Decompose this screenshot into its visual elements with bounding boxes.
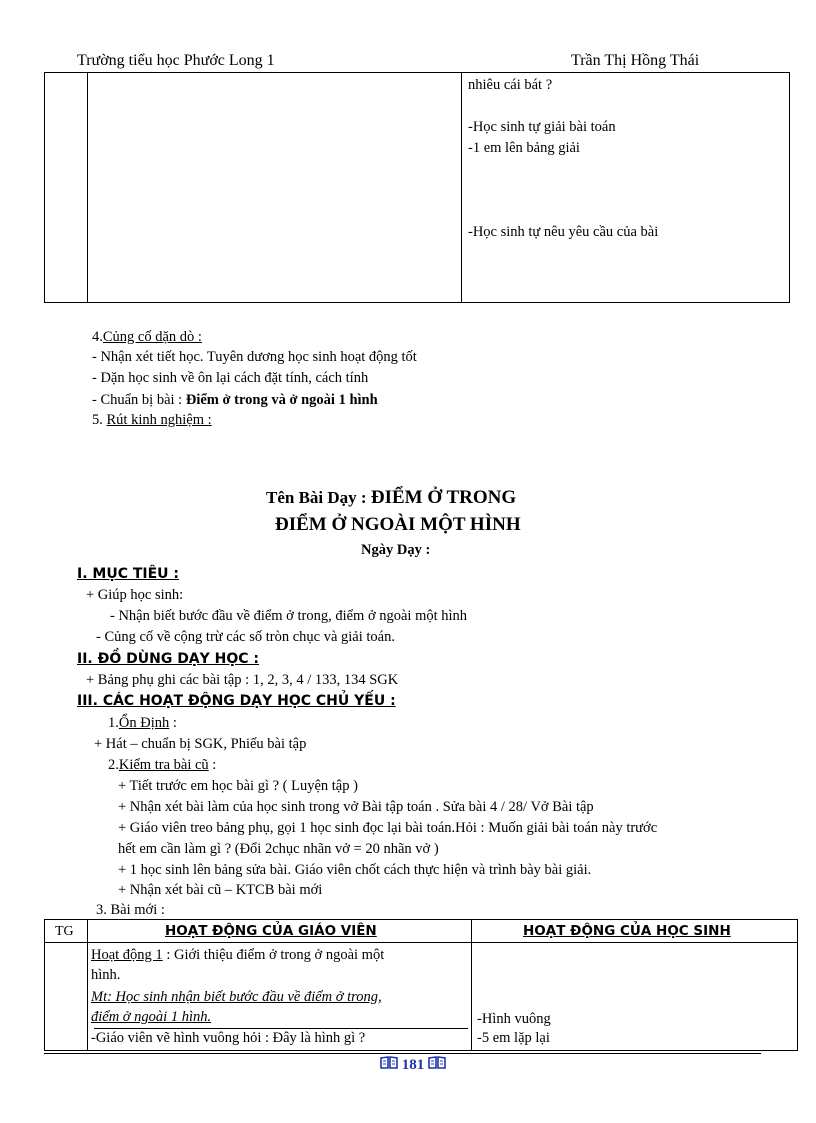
book-icon xyxy=(380,1056,398,1073)
stabilize-line: + Hát – chuẩn bị SGK, Phiếu bài tập xyxy=(94,736,307,752)
student-cell-line: -1 em lên bảng giải xyxy=(468,140,580,156)
section-new-lesson: 3. Bài mới : xyxy=(96,902,165,918)
top-table-divider-1 xyxy=(87,73,88,302)
closing-line: - Dặn học sinh về ôn lại cách đặt tính, cách tính xyxy=(92,370,369,386)
closing-line: - Nhận xét tiết học. Tuyên dương học sinh hoạt động tốt xyxy=(92,349,417,365)
review-line: + Tiết trước em học bài gì ? ( Luyện tập ) xyxy=(118,778,358,794)
review-line: + Giáo viên treo bảng phụ, gọi 1 học sinh đọc lại bài toán.Hỏi : Muốn giải bài toán này trước xyxy=(118,820,658,836)
activity-table-divider-2 xyxy=(471,920,472,1050)
lesson-title: Tên Bài Dạy : ĐIỂM Ở TRONG xyxy=(266,487,517,508)
review-line: + 1 học sinh lên bảng sửa bài. Giáo viên chốt cách thực hiện và trình bày bài giải. xyxy=(118,862,592,878)
student-cell-line: nhiêu cái bát ? xyxy=(468,77,553,93)
top-lesson-table xyxy=(44,72,790,303)
teacher-activity-1-cont: hình. xyxy=(91,967,121,983)
page-number: 181 xyxy=(401,1057,425,1073)
teacher-goal-cont: điểm ở ngoài 1 hình. xyxy=(91,1009,212,1025)
column-header-teacher: HOẠT ĐỘNG CỦA GIÁO VIÊN xyxy=(165,923,377,939)
student-answer: -5 em lặp lại xyxy=(477,1030,550,1046)
lesson-title-line2: ĐIỂM Ở NGOÀI MỘT HÌNH xyxy=(275,514,521,535)
objective-line: - Củng cố về cộng trừ các số tròn chục và giải toán. xyxy=(96,629,395,645)
page-footer xyxy=(380,1056,446,1074)
column-header-student: HOẠT ĐỘNG CỦA HỌC SINH xyxy=(523,923,731,939)
review-line: + Nhận xét bài cũ – KTCB bài mới xyxy=(118,882,323,898)
objectives-heading: I. MỤC TIÊU : xyxy=(77,566,180,582)
student-answer: -Hình vuông xyxy=(477,1011,551,1027)
section-stabilize: 1.Ổn Định : xyxy=(108,715,177,731)
experience-heading: 5. Rút kinh nghiệm : xyxy=(92,412,212,428)
activities-heading: III. CÁC HOẠT ĐỘNG DẠY HỌC CHỦ YẾU : xyxy=(77,693,396,709)
section-review: 2.Kiểm tra bài cũ : xyxy=(108,757,217,773)
materials-heading: II. ĐỒ DÙNG DẠY HỌC : xyxy=(77,651,260,667)
objective-line: + Giúp học sinh: xyxy=(86,587,184,603)
lesson-date-label: Ngày Dạy : xyxy=(361,542,431,558)
top-table-divider-2 xyxy=(461,73,462,302)
activity-table-divider-1 xyxy=(87,920,88,1050)
student-cell-line: -Học sinh tự nêu yêu cầu của bài xyxy=(468,224,659,240)
review-line: + Nhận xét bài làm của học sinh trong vở Bài tập toán . Sửa bài 4 / 28/ Vở Bài tập xyxy=(118,799,594,815)
header-teacher: Trần Thị Hồng Thái xyxy=(571,52,700,69)
review-line: hết em cần làm gì ? (Đổi 2chục nhãn vở = 20 nhãn vở ) xyxy=(118,841,439,857)
closing-heading: 4.Củng cố dặn dò : xyxy=(92,329,202,345)
teacher-goal: Mt: Học sinh nhận biết bước đầu về điểm ở trong, xyxy=(91,989,382,1005)
book-icon xyxy=(428,1056,446,1073)
student-cell-line: -Học sinh tự giải bài toán xyxy=(468,119,616,135)
column-header-time: TG xyxy=(55,924,74,939)
activity-table-header-rule xyxy=(45,942,797,943)
teacher-activity-1: Hoạt động 1 : Giới thiệu điểm ở trong ở ngoài một xyxy=(91,947,385,963)
header-school: Trường tiểu học Phước Long 1 xyxy=(77,52,275,69)
materials-line: + Bảng phụ ghi các bài tập : 1, 2, 3, 4 / 133, 134 SGK xyxy=(86,672,399,688)
objective-line: - Nhận biết bước đầu về điểm ở trong, điểm ở ngoài một hình xyxy=(110,608,468,624)
activity-table xyxy=(44,919,798,1051)
footer-rule xyxy=(44,1053,761,1054)
teacher-question: -Giáo viên vẽ hình vuông hỏi : Đây là hình gì ? xyxy=(91,1030,366,1046)
teacher-cell-rule xyxy=(94,1028,468,1029)
prepare-line: - Chuẩn bị bài : Điểm ở trong và ở ngoài 1 hình xyxy=(92,392,378,408)
